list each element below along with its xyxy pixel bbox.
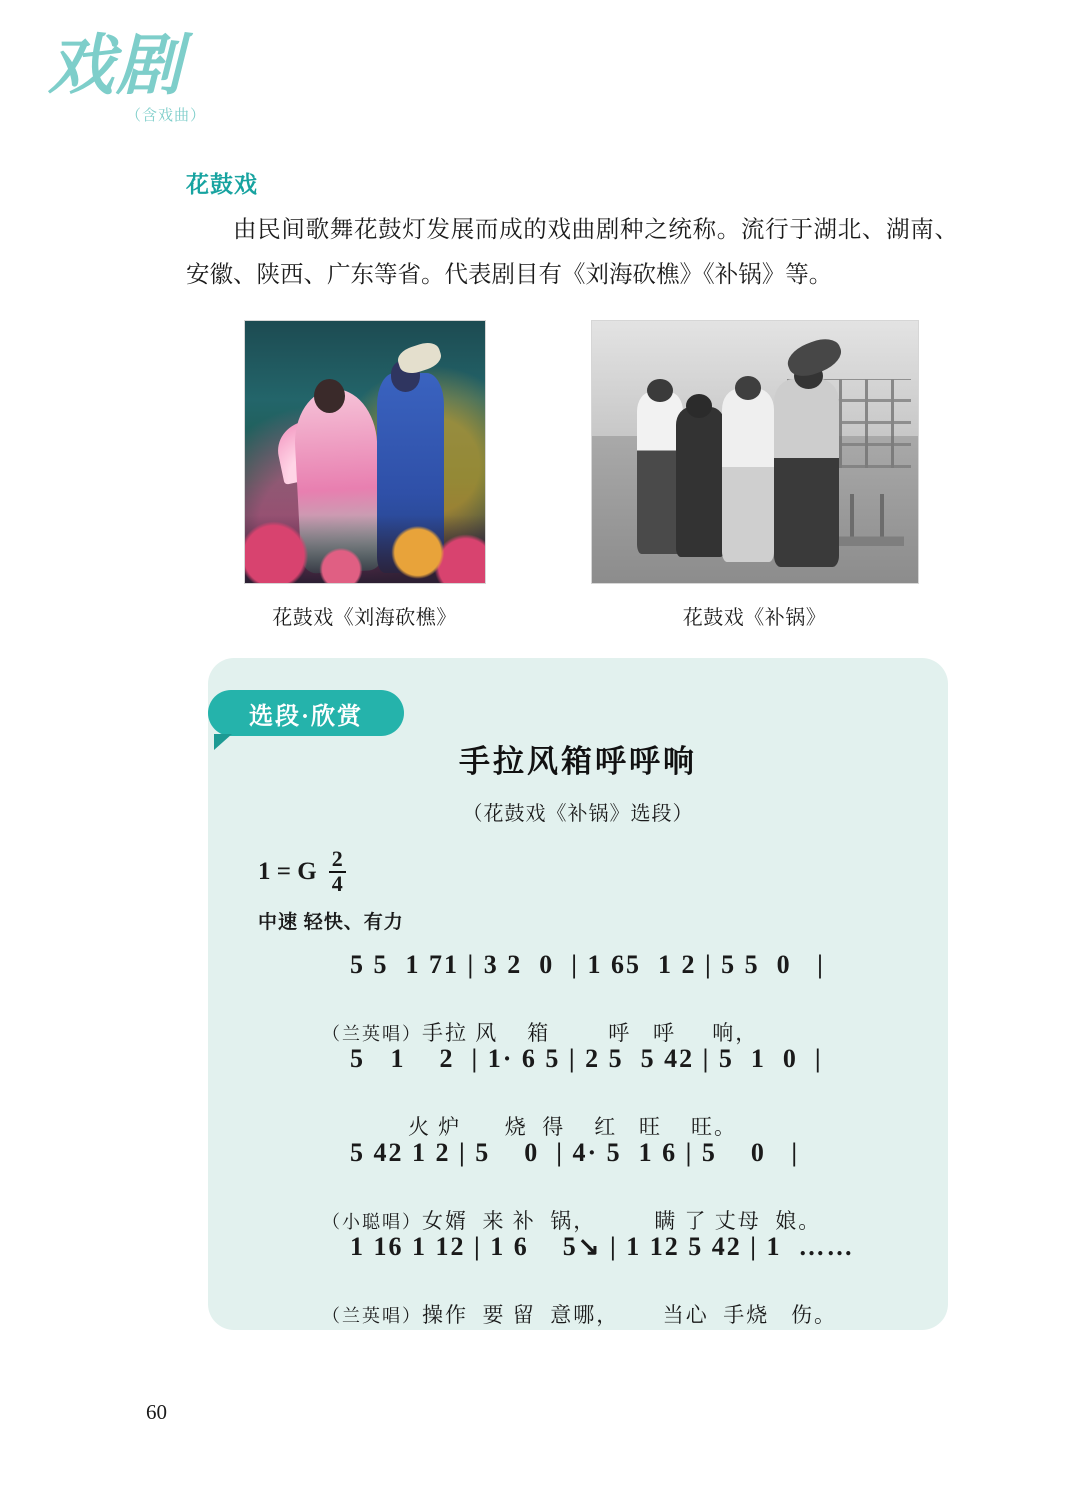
figure-caption: 花鼓戏《刘海砍樵》 [272,607,457,629]
performer-2-head [686,394,712,418]
section-title: 花鼓戏 [186,172,258,197]
score-panel [208,658,948,1330]
score-notes: 5 5 1 71 | 3 2 0 | 1 65 1 2 | 5 5 0 | [350,950,825,980]
score-lyric-text: 手拉 风 箱 呼 呼 响， [422,1021,759,1046]
score-line [254,1226,948,1328]
score-tab-label: 选段·欣赏 [208,690,404,736]
score-line [254,1132,948,1234]
performer-1-head [647,379,673,403]
performer-2 [676,407,725,556]
score-notes: 1 16 1 12 | 1 6 5↘ | 1 12 5 42 | 1 …… [350,1232,855,1262]
score-subtitle: （花鼓戏《补锅》选段） [462,803,694,825]
stage-flowers [245,515,485,583]
score-singer: （兰英唱） [322,1024,422,1045]
score-key-label: 1 = G [258,857,317,885]
figure-liuhaikanqiao [245,320,485,630]
performer-3-head [735,376,761,400]
score-staff [208,944,948,1328]
page-number: 60 [146,1400,167,1424]
score-lyrics [264,1274,837,1354]
score-singer: （兰英唱） [322,1306,422,1327]
photo-buguo [591,320,919,584]
performer-male-arm [395,339,444,377]
score-tempo: 中速 轻快、有力 [258,912,404,934]
chapter-logo-subtext: （含戏曲） [126,108,207,124]
score-key-row [258,848,948,895]
score-lyric-text: 操作 要 留 意哪， 当心 手烧 伤。 [422,1303,837,1328]
performer-4 [774,379,839,568]
score-meter [329,848,346,895]
score-singer: （小聪唱） [322,1212,422,1233]
score-line [254,944,948,1046]
score-lyric-text: 火 炉 烧 得 红 旺 旺。 [408,1115,737,1140]
score-title: 手拉风箱呼呼响 [459,744,697,779]
page-header [48,30,348,144]
score-notes: 5 1 2 | 1· 6 5 | 2 5 5 42 | 5 1 0 | [350,1044,823,1074]
performer-female-head [314,379,345,413]
score-tab-tail [214,734,232,750]
performer-3 [722,389,774,562]
score-lyric-text: 女婿 来 补 锅， 瞒 了 丈母 娘。 [422,1209,822,1234]
chapter-logo-text: 戏剧 [48,30,184,103]
figure-group [186,320,976,630]
meter-denominator: 4 [331,870,343,896]
score-notes: 5 42 1 2 | 5 0 | 4· 5 1 6 | 5 0 | [350,1138,800,1168]
section-paragraph: 由民间歌舞花鼓灯发展而成的戏曲剧种之统称。流行于湖北、湖南、安徽、陕西、广东等省。代表剧目有《刘海砍樵》《补锅》等。 [186,217,958,288]
score-line [254,1038,948,1140]
meter-numerator: 2 [329,848,346,873]
figure-caption: 花鼓戏《补锅》 [682,607,827,629]
figure-buguo [592,320,918,630]
photo-liuhaikanqiao [244,320,486,584]
